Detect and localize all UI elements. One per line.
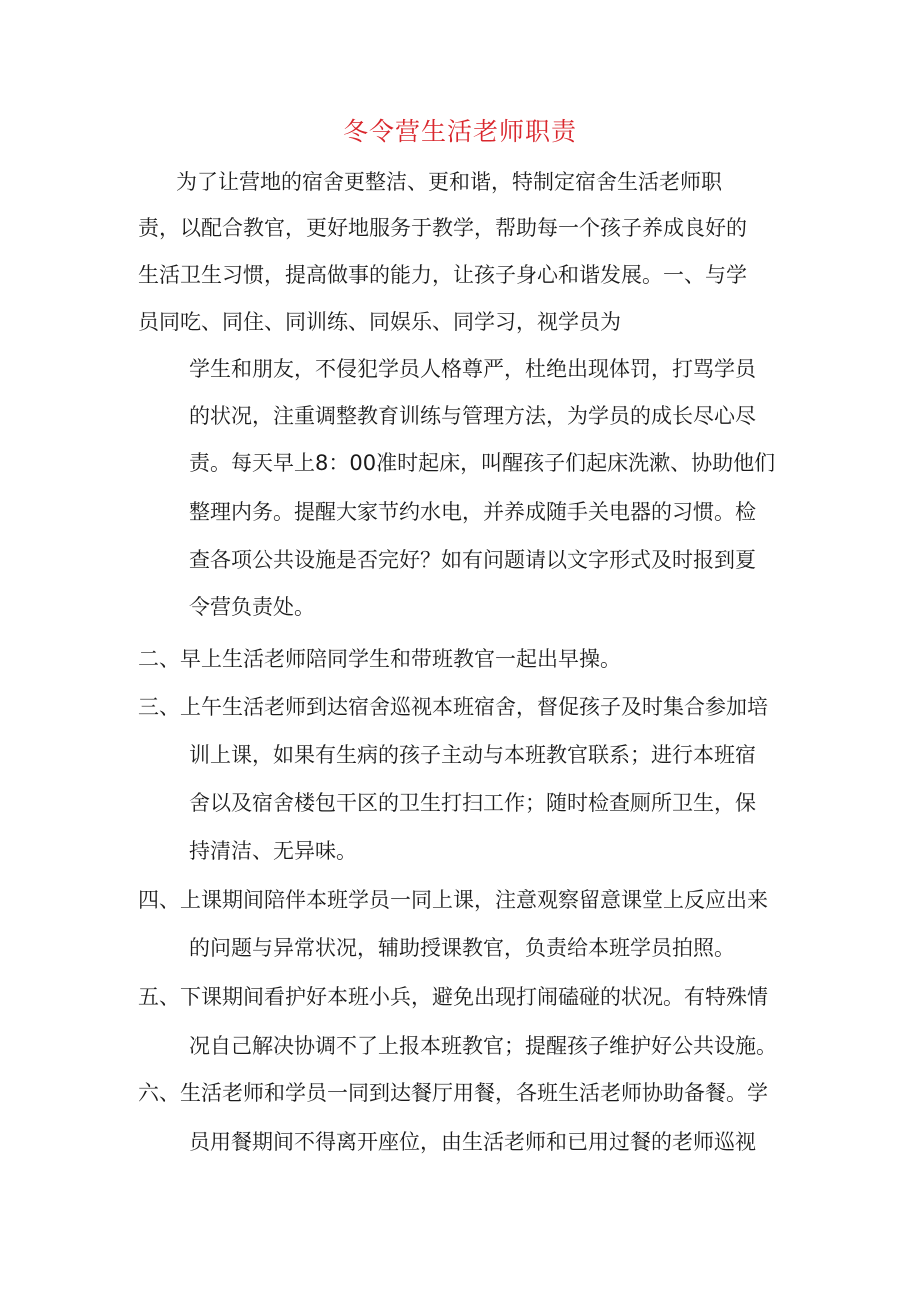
list-item: 五、下课期间看护好本班小兵，避免出现打闹磕碰的状况。有特殊情 [138, 985, 768, 1009]
list-item: 四、上课期间陪伴本班学员一同上课，注意观察留意课堂上反应出来 [138, 888, 768, 912]
list-item: 二、早上生活老师陪同学生和带班教官一起出早操。 [138, 647, 621, 671]
paragraph-line: 的状况，注重调整教育训练与管理方法，为学员的成长尽心尽 [189, 404, 756, 428]
document-title: 冬令营生活老师职责 [342, 117, 577, 146]
list-item: 三、上午生活老师到达宿舍巡视本班宿舍，督促孩子及时集合参加培 [138, 695, 768, 719]
paragraph-line: 查各项公共设施是否完好？如有问题请以文字形式及时报到夏 [189, 548, 756, 572]
list-item-continuation: 员用餐期间不得离开座位，由生活老师和已用过餐的老师巡视 [189, 1130, 756, 1154]
list-item-continuation: 况自己解决协调不了上报本班教官；提醒孩子维护好公共设施。 [189, 1034, 777, 1058]
list-item-continuation: 的问题与异常状况，辅助授课教官，负责给本班学员拍照。 [189, 936, 735, 960]
paragraph-line: 为了让营地的宿舍更整洁、更和谐，特制定宿舍生活老师职 [176, 170, 722, 194]
paragraph-line: 责，以配合教官，更好地服务于教学，帮助每一个孩子养成良好的 [138, 216, 747, 240]
paragraph-line: 令营负责处。 [189, 595, 315, 619]
list-item-continuation: 舍以及宿舍楼包干区的卫生打扫工作；随时检查厕所卫生，保 [189, 791, 756, 815]
list-item-continuation: 训上课，如果有生病的孩子主动与本班教官联系；进行本班宿 [189, 743, 756, 767]
paragraph-line: 生活卫生习惯，提高做事的能力，让孩子身心和谐发展。一、与学 [138, 263, 747, 287]
list-item-continuation: 持清洁、无异味。 [189, 839, 357, 863]
paragraph-line: 学生和朋友，不侵犯学员人格尊严，杜绝出现体罚，打骂学员 [189, 357, 756, 381]
paragraph-line: 员同吃、同住、同训练、同娱乐、同学习，视学员为 [138, 310, 621, 334]
paragraph-line: 整理内务。提醒大家节约水电，并养成随手关电器的习惯。检 [189, 500, 756, 524]
paragraph-line: 责。每天早上8：00准时起床，叫醒孩子们起床洗漱、协助他们 [189, 451, 776, 475]
list-item: 六、生活老师和学员一同到达餐厅用餐，各班生活老师协助备餐。学 [138, 1081, 768, 1105]
